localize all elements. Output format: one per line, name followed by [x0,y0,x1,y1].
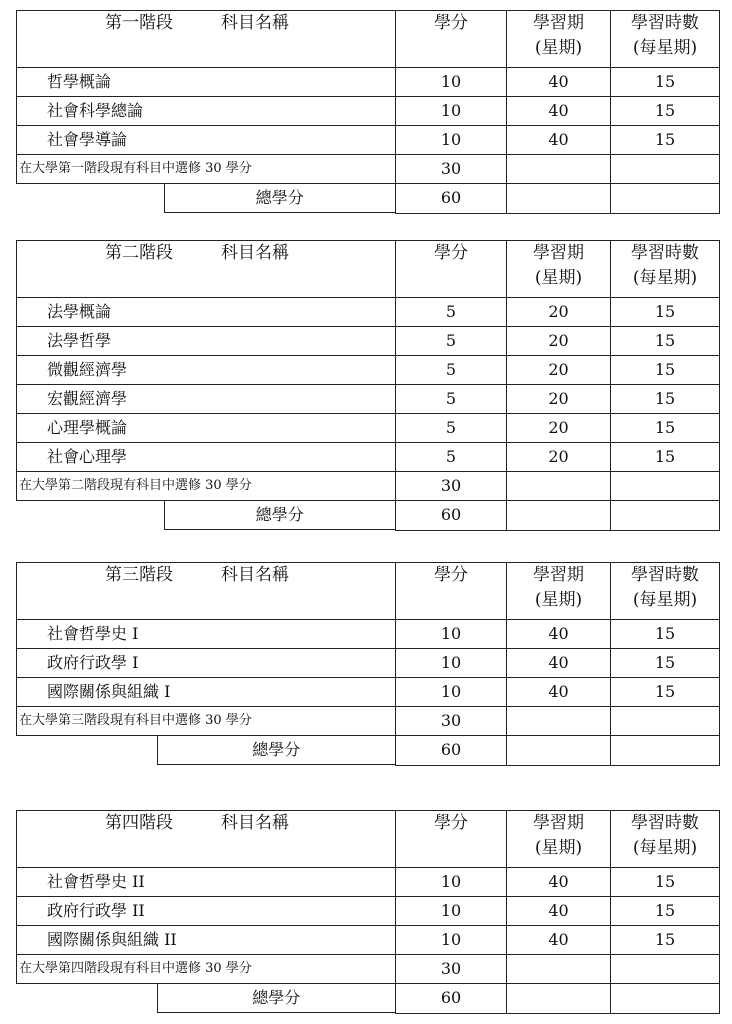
course-name: 社會心理學 [17,443,396,472]
course-name: 社會學導論 [17,126,396,155]
course-name: 宏觀經濟學 [17,385,396,414]
elective-credits: 30 [396,707,507,736]
stage-1-table [16,10,719,214]
elective-credits: 30 [396,472,507,501]
course-name: 社會哲學史 I [17,620,396,649]
table-row [17,356,720,385]
header-subject: 第三階段 科目名稱 [17,563,396,620]
elective-note: 在大學第二階段現有科目中選修 30 學分 [17,472,396,501]
table-row [17,414,720,443]
table-row [17,443,720,472]
course-name: 微觀經濟學 [17,356,396,385]
course-hours: 15 [611,414,720,443]
course-hours: 15 [611,126,720,155]
course-hours: 15 [611,68,720,97]
course-credits: 10 [396,649,507,678]
elective-credits: 30 [396,155,507,184]
table-row [17,126,720,155]
elective-credits: 30 [396,955,507,984]
total-row [17,184,720,214]
total-credits: 60 [396,501,507,531]
course-name: 哲學概論 [17,68,396,97]
elective-note: 在大學第三階段現有科目中選修 30 學分 [17,707,396,736]
header-subject: 第一階段 科目名稱 [17,11,396,68]
header-row [17,563,720,620]
course-hours: 15 [611,678,720,707]
course-weeks: 40 [507,897,611,926]
header-credits: 學分 [396,563,507,620]
course-credits: 10 [396,97,507,126]
elective-row [17,955,720,984]
elective-note: 在大學第四階段現有科目中選修 30 學分 [17,955,396,984]
course-credits: 10 [396,126,507,155]
elective-row [17,155,720,184]
course-name: 法學概論 [17,298,396,327]
header-row [17,11,720,68]
header-hours: 學習時數 (每星期) [611,241,720,298]
header-subject: 第二階段 科目名稱 [17,241,396,298]
course-hours: 15 [611,385,720,414]
total-label: 總學分 [157,736,396,765]
course-weeks: 20 [507,327,611,356]
course-credits: 10 [396,926,507,955]
total-row [17,984,720,1014]
header-period: 學習期 (星期) [507,563,611,620]
header-row [17,811,720,868]
elective-row [17,472,720,501]
stage-2-table [16,240,719,531]
course-weeks: 40 [507,97,611,126]
table-row [17,868,720,897]
table-row [17,97,720,126]
course-hours: 15 [611,97,720,126]
stage-4-table [16,810,719,1014]
course-credits: 10 [396,678,507,707]
course-weeks: 40 [507,868,611,897]
header-credits: 學分 [396,241,507,298]
stage-3-table [16,562,719,766]
table-row [17,926,720,955]
total-row [17,736,720,766]
course-hours: 15 [611,356,720,385]
course-weeks: 20 [507,356,611,385]
course-weeks: 40 [507,649,611,678]
course-credits: 5 [396,414,507,443]
elective-note: 在大學第一階段現有科目中選修 30 學分 [17,155,396,184]
table-row [17,327,720,356]
course-credits: 10 [396,68,507,97]
course-weeks: 40 [507,126,611,155]
header-hours: 學習時數 (每星期) [611,811,720,868]
total-label: 總學分 [164,501,396,530]
total-credits: 60 [396,736,507,766]
table-row [17,897,720,926]
total-credits: 60 [396,184,507,214]
header-row [17,241,720,298]
course-name: 法學哲學 [17,327,396,356]
course-credits: 10 [396,868,507,897]
course-name: 國際關係與組織 I [17,678,396,707]
course-weeks: 40 [507,620,611,649]
course-weeks: 20 [507,298,611,327]
header-credits: 學分 [396,811,507,868]
total-credits: 60 [396,984,507,1014]
course-credits: 5 [396,385,507,414]
course-credits: 5 [396,298,507,327]
table-row [17,649,720,678]
table-row [17,385,720,414]
course-credits: 5 [396,443,507,472]
total-label: 總學分 [157,984,396,1013]
course-weeks: 20 [507,443,611,472]
course-hours: 15 [611,926,720,955]
course-hours: 15 [611,298,720,327]
elective-row [17,707,720,736]
header-hours: 學習時數 (每星期) [611,563,720,620]
table-row [17,678,720,707]
course-credits: 10 [396,620,507,649]
course-name: 心理學概論 [17,414,396,443]
course-hours: 15 [611,868,720,897]
course-weeks: 40 [507,68,611,97]
header-hours: 學習時數 (每星期) [611,11,720,68]
course-hours: 15 [611,327,720,356]
total-row [17,501,720,531]
table-row [17,68,720,97]
header-period: 學習期 (星期) [507,241,611,298]
total-label: 總學分 [164,184,396,213]
course-weeks: 40 [507,678,611,707]
course-hours: 15 [611,620,720,649]
table-row [17,298,720,327]
course-name: 國際關係與組織 II [17,926,396,955]
course-credits: 5 [396,327,507,356]
header-period: 學習期 (星期) [507,811,611,868]
course-name: 社會科學總論 [17,97,396,126]
course-name: 政府行政學 I [17,649,396,678]
header-period: 學習期 (星期) [507,11,611,68]
course-weeks: 20 [507,385,611,414]
course-name: 政府行政學 II [17,897,396,926]
course-weeks: 20 [507,414,611,443]
header-subject: 第四階段 科目名稱 [17,811,396,868]
course-credits: 10 [396,897,507,926]
table-row [17,620,720,649]
course-hours: 15 [611,649,720,678]
course-hours: 15 [611,443,720,472]
course-credits: 5 [396,356,507,385]
course-name: 社會哲學史 II [17,868,396,897]
course-weeks: 40 [507,926,611,955]
course-hours: 15 [611,897,720,926]
header-credits: 學分 [396,11,507,68]
